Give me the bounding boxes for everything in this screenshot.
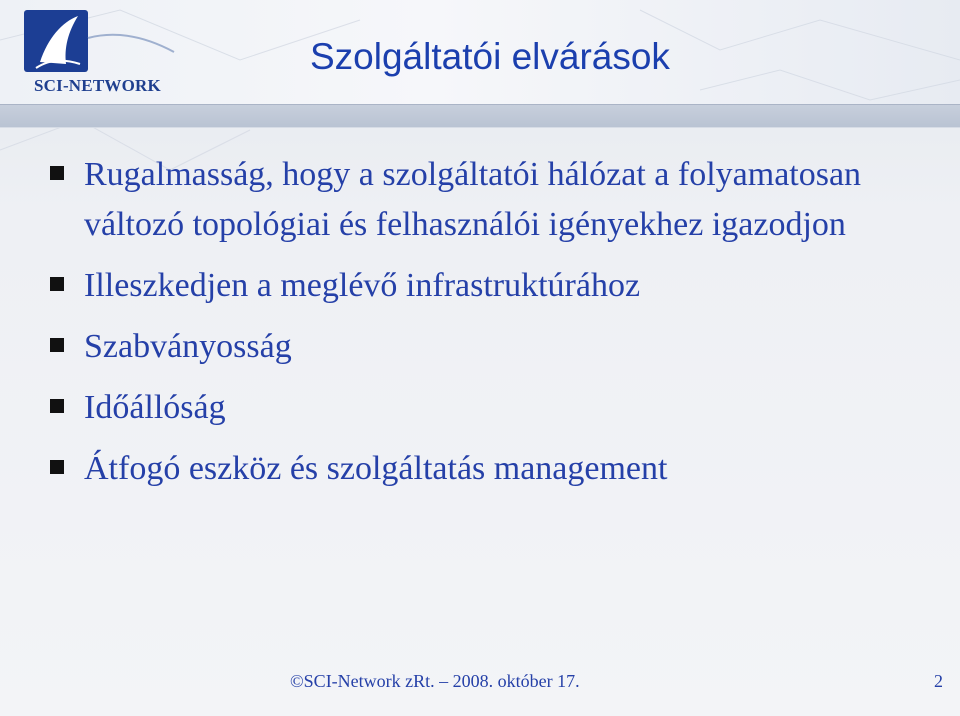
bullet-item	[48, 150, 928, 250]
bullet-item	[48, 383, 928, 433]
bullet-item	[48, 444, 928, 494]
square-bullet-icon	[50, 338, 64, 352]
logo-wordmark: SCI-NETWORK	[34, 76, 161, 95]
bullet-text: Időállóság	[84, 389, 226, 426]
square-bullet-icon	[50, 277, 64, 291]
bullet-text: Rugalmasság, hogy a szolgáltatói hálózat a folyamatosan változó topológiai és felhasználói igényekhez igazodjon	[84, 156, 862, 243]
page-number: 2	[934, 671, 943, 691]
square-bullet-icon	[50, 399, 64, 413]
bullet-item	[48, 261, 928, 311]
bullet-list	[48, 150, 928, 505]
bullet-text: Átfogó eszköz és szolgáltatás management	[84, 450, 668, 487]
footer-copyright: ©SCI-Network zRt. – 2008. október 17.	[290, 671, 580, 691]
square-bullet-icon	[50, 166, 64, 180]
square-bullet-icon	[50, 460, 64, 474]
bullet-text: Szabványosság	[84, 328, 292, 365]
bullet-text: Illeszkedjen a meglévő infrastruktúrához	[84, 267, 641, 304]
header-divider	[0, 104, 960, 128]
slide-title: Szolgáltatói elvárások	[310, 36, 670, 77]
bullet-item	[48, 322, 928, 372]
